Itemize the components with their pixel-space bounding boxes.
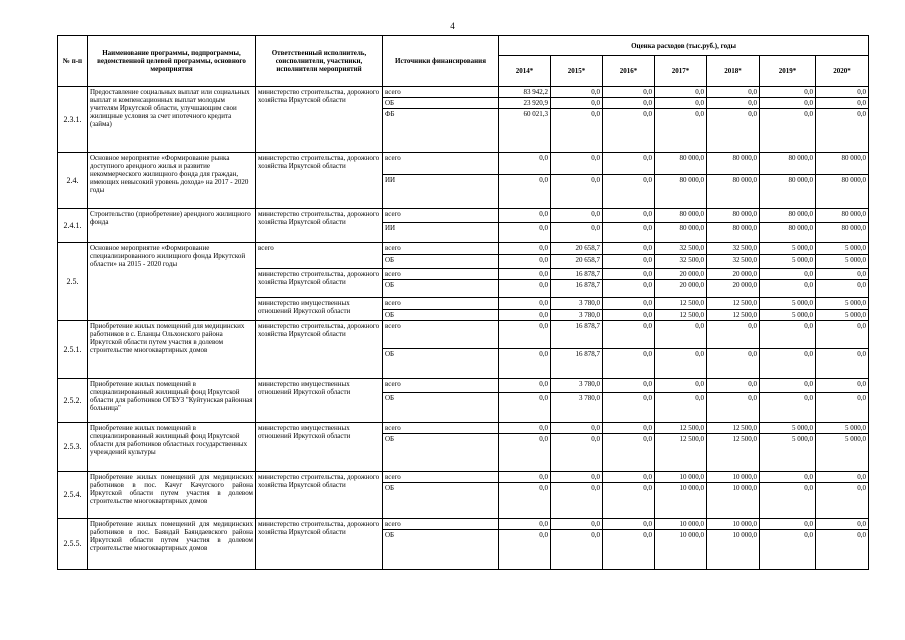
row-number: 2.5.2. [58,379,88,423]
amount-cell: 20 000,0 [655,269,707,280]
amount-cell: 60 021,3 [499,109,551,153]
amount-cell: 10 000,0 [707,519,760,530]
amount-cell: 3 780,0 [551,298,603,310]
amount-cell: 0,0 [707,321,760,349]
amount-cell: 0,0 [816,269,869,280]
amount-cell: 0,0 [760,379,816,393]
program-name: Основное мероприятие «Формирование рынка доступного арендного жилья и развитие некоммерческого жилищного фонда для граждан, имеющих невысокий уровень дохода» на 2017 - 2020 годы [88,153,256,209]
amount-cell: 0,0 [499,379,551,393]
amount-cell: 20 000,0 [707,280,760,298]
header-year: 2017* [655,56,707,87]
amount-cell: 0,0 [551,209,603,223]
funding-source: ИИ [383,223,499,243]
amount-cell: 0,0 [603,243,655,255]
executor-cell: министерство строительства, дорожного хозяйства Иркутской области [256,472,383,519]
amount-cell: 0,0 [499,321,551,349]
amount-cell: 0,0 [499,519,551,530]
amount-cell: 0,0 [603,519,655,530]
funding-source: всего [383,472,499,483]
amount-cell: 0,0 [499,223,551,243]
amount-cell: 32 500,0 [655,255,707,269]
executor-cell: министерство строительства, дорожного хозяйства Иркутской области [256,519,383,570]
funding-source: всего [383,379,499,393]
program-name: Основное мероприятие «Формирование специализированного жилищного фонда Иркутской области» на 2015 - 2020 годы [88,243,256,321]
amount-cell: 16 878,7 [551,280,603,298]
funding-source: всего [383,209,499,223]
amount-cell: 5 000,0 [760,255,816,269]
amount-cell: 0,0 [551,423,603,434]
funding-source: ОБ [383,393,499,423]
table-row [58,472,869,483]
executor-cell: министерство строительства, дорожного хозяйства Иркутской области [256,321,383,379]
funding-source: ОБ [383,349,499,379]
amount-cell: 0,0 [551,434,603,472]
amount-cell: 0,0 [603,298,655,310]
amount-cell: 80 000,0 [760,175,816,209]
amount-cell: 10 000,0 [707,483,760,519]
amount-cell: 5 000,0 [760,243,816,255]
amount-cell: 0,0 [551,98,603,109]
amount-cell: 0,0 [655,393,707,423]
amount-cell: 0,0 [816,349,869,379]
amount-cell: 20 000,0 [655,280,707,298]
amount-cell: 0,0 [603,255,655,269]
amount-cell: 0,0 [707,87,760,98]
amount-cell: 0,0 [760,483,816,519]
amount-cell: 0,0 [760,321,816,349]
amount-cell: 0,0 [551,530,603,570]
amount-cell: 0,0 [816,321,869,349]
funding-source: всего [383,87,499,98]
amount-cell: 20 658,7 [551,243,603,255]
amount-cell: 0,0 [603,472,655,483]
header-source: Источники финансирования [383,36,499,87]
amount-cell: 0,0 [655,321,707,349]
row-number: 2.5.4. [58,472,88,519]
amount-cell: 0,0 [603,379,655,393]
amount-cell: 0,0 [551,87,603,98]
amount-cell: 16 878,7 [551,349,603,379]
amount-cell: 10 000,0 [707,472,760,483]
amount-cell: 16 878,7 [551,269,603,280]
amount-cell: 0,0 [816,483,869,519]
amount-cell: 0,0 [603,280,655,298]
amount-cell: 80 000,0 [655,223,707,243]
amount-cell: 0,0 [603,269,655,280]
header-year: 2015* [551,56,603,87]
amount-cell: 0,0 [707,349,760,379]
amount-cell: 0,0 [551,175,603,209]
funding-source: ОБ [383,310,499,321]
row-number: 2.5.3. [58,423,88,472]
amount-cell: 5 000,0 [816,243,869,255]
amount-cell: 0,0 [603,175,655,209]
row-number: 2.5. [58,243,88,321]
funding-source: всего [383,321,499,349]
amount-cell: 10 000,0 [655,472,707,483]
amount-cell: 80 000,0 [655,175,707,209]
amount-cell: 10 000,0 [707,530,760,570]
amount-cell: 12 500,0 [655,434,707,472]
amount-cell: 0,0 [499,298,551,310]
table-row [58,423,869,434]
amount-cell: 80 000,0 [816,223,869,243]
amount-cell: 0,0 [707,379,760,393]
amount-cell: 0,0 [551,483,603,519]
amount-cell: 20 000,0 [707,269,760,280]
amount-cell: 80 000,0 [707,209,760,223]
amount-cell: 12 500,0 [707,434,760,472]
amount-cell: 0,0 [707,393,760,423]
amount-cell: 0,0 [760,98,816,109]
amount-cell: 0,0 [816,280,869,298]
amount-cell: 0,0 [499,269,551,280]
table-row [58,321,869,349]
amount-cell: 0,0 [499,175,551,209]
executor-cell: министерство имущественных отношений Иркутской области [256,379,383,423]
amount-cell: 80 000,0 [816,153,869,175]
amount-cell: 0,0 [603,434,655,472]
amount-cell: 0,0 [499,423,551,434]
amount-cell: 5 000,0 [816,298,869,310]
amount-cell: 23 920,9 [499,98,551,109]
amount-cell: 80 000,0 [760,223,816,243]
amount-cell: 3 780,0 [551,310,603,321]
program-name: Приобретение жилых помещений для медицинских работников в пос. Баяндай Баяндаевского района Иркутской области путем участия в долевом строительстве многоквартирных домов [88,519,256,570]
table-row [58,153,869,175]
amount-cell: 0,0 [816,379,869,393]
amount-cell: 32 500,0 [707,243,760,255]
amount-cell: 0,0 [551,223,603,243]
amount-cell: 3 780,0 [551,393,603,423]
amount-cell: 0,0 [603,209,655,223]
amount-cell: 0,0 [816,393,869,423]
amount-cell: 12 500,0 [707,423,760,434]
amount-cell: 0,0 [760,472,816,483]
executor-cell: министерство строительства, дорожного хозяйства Иркутской области [256,87,383,153]
program-name: Приобретение жилых помещений в специализированный жилищный фонд Иркутской области для работников областных государственных учреждений культуры [88,423,256,472]
funding-source: ИИ [383,175,499,209]
amount-cell: 0,0 [816,109,869,153]
funding-source: всего [383,243,499,255]
amount-cell: 0,0 [816,87,869,98]
amount-cell: 0,0 [551,519,603,530]
header-year: 2019* [760,56,816,87]
program-name: Приобретение жилых помещений для медицинских работников в с. Еланцы Ольхонского района Иркутской области путем участия в долевом строительстве многоквартирных домов [88,321,256,379]
header-estimate: Оценка расходов (тыс.руб.), годы [499,36,869,56]
amount-cell: 0,0 [707,109,760,153]
table-row [58,519,869,530]
funding-source: всего [383,519,499,530]
amount-cell: 3 780,0 [551,379,603,393]
amount-cell: 0,0 [603,223,655,243]
amount-cell: 0,0 [603,483,655,519]
amount-cell: 0,0 [603,321,655,349]
row-number: 2.4. [58,153,88,209]
amount-cell: 0,0 [816,519,869,530]
amount-cell: 0,0 [603,87,655,98]
amount-cell: 0,0 [760,519,816,530]
amount-cell: 0,0 [655,379,707,393]
amount-cell: 12 500,0 [707,310,760,321]
amount-cell: 0,0 [499,153,551,175]
program-name: Приобретение жилых помещений в специализированный жилищный фонд Иркутской области для работников ОГБУЗ "Куйтунская районная больница" [88,379,256,423]
amount-cell: 5 000,0 [816,255,869,269]
amount-cell: 10 000,0 [655,483,707,519]
amount-cell: 0,0 [603,393,655,423]
amount-cell: 80 000,0 [707,223,760,243]
amount-cell: 0,0 [655,349,707,379]
amount-cell: 0,0 [499,280,551,298]
amount-cell: 0,0 [499,349,551,379]
executor-cell: министерство строительства, дорожного хозяйства Иркутской области [256,269,383,298]
executor-cell: всего [256,243,383,269]
executor-cell: министерство строительства, дорожного хозяйства Иркутской области [256,209,383,243]
executor-cell: министерство имущественных отношений Иркутской области [256,298,383,321]
amount-cell: 0,0 [603,153,655,175]
amount-cell: 80 000,0 [655,209,707,223]
amount-cell: 0,0 [603,423,655,434]
amount-cell: 5 000,0 [816,423,869,434]
row-number: 2.3.1. [58,87,88,153]
amount-cell: 0,0 [499,209,551,223]
amount-cell: 0,0 [603,98,655,109]
amount-cell: 0,0 [760,87,816,98]
amount-cell: 0,0 [760,393,816,423]
amount-cell: 12 500,0 [707,298,760,310]
amount-cell: 12 500,0 [655,423,707,434]
program-name: Предоставление социальных выплат или социальных выплат и компенсационных выплат молодым учителям Иркутской области, улучшающим свои жилищные условия за счет ипотечного кредита (займа) [88,87,256,153]
amount-cell: 12 500,0 [655,298,707,310]
amount-cell: 0,0 [499,530,551,570]
header-num: № п-п [58,36,88,87]
amount-cell: 0,0 [499,483,551,519]
amount-cell: 0,0 [499,472,551,483]
amount-cell: 0,0 [816,472,869,483]
funding-source: ОБ [383,434,499,472]
header-year: 2016* [603,56,655,87]
amount-cell: 80 000,0 [816,209,869,223]
amount-cell: 80 000,0 [707,175,760,209]
amount-cell: 32 500,0 [707,255,760,269]
funding-source: ОБ [383,255,499,269]
amount-cell: 0,0 [603,349,655,379]
amount-cell: 0,0 [603,109,655,153]
table-row [58,209,869,223]
amount-cell: 0,0 [551,472,603,483]
executor-cell: министерство строительства, дорожного хозяйства Иркутской области [256,153,383,209]
amount-cell: 0,0 [760,280,816,298]
funding-source: всего [383,269,499,280]
page-number: 4 [450,21,455,31]
funding-source: всего [383,423,499,434]
amount-cell: 0,0 [499,310,551,321]
executor-cell: министерство имущественных отношений Иркутской области [256,423,383,472]
amount-cell: 80 000,0 [816,175,869,209]
amount-cell: 12 500,0 [655,310,707,321]
funding-source: ОБ [383,280,499,298]
amount-cell: 0,0 [760,530,816,570]
header-name: Наименование программы, подпрограммы, ведомственной целевой программы, основного мероприятия [88,36,256,87]
amount-cell: 0,0 [499,393,551,423]
amount-cell: 16 878,7 [551,321,603,349]
row-number: 2.5.1. [58,321,88,379]
funding-source: всего [383,298,499,310]
funding-source: ОБ [383,483,499,519]
row-number: 2.4.1. [58,209,88,243]
amount-cell: 10 000,0 [655,519,707,530]
program-name: Строительство (приобретение) арендного жилищного фонда [88,209,256,243]
amount-cell: 5 000,0 [816,310,869,321]
header-year: 2018* [707,56,760,87]
amount-cell: 5 000,0 [760,310,816,321]
amount-cell: 0,0 [760,109,816,153]
amount-cell: 0,0 [499,434,551,472]
amount-cell: 0,0 [655,98,707,109]
header-year: 2014* [499,56,551,87]
amount-cell: 20 658,7 [551,255,603,269]
amount-cell: 5 000,0 [760,434,816,472]
amount-cell: 0,0 [551,153,603,175]
amount-cell: 0,0 [707,98,760,109]
amount-cell: 10 000,0 [655,530,707,570]
funding-source: всего [383,153,499,175]
funding-source: ФБ [383,109,499,153]
amount-cell: 0,0 [760,349,816,379]
amount-cell: 0,0 [603,310,655,321]
header-year: 2020* [816,56,869,87]
amount-cell: 0,0 [499,255,551,269]
amount-cell: 83 942,2 [499,87,551,98]
amount-cell: 0,0 [655,87,707,98]
table-row [58,87,869,98]
amount-cell: 0,0 [816,98,869,109]
amount-cell: 32 500,0 [655,243,707,255]
amount-cell: 0,0 [551,109,603,153]
amount-cell: 80 000,0 [760,209,816,223]
header-executor: Ответственный исполнитель, соисполнители, участники, исполнители мероприятий [256,36,383,87]
row-number: 2.5.5. [58,519,88,570]
table-row [58,243,869,255]
amount-cell: 0,0 [499,243,551,255]
amount-cell: 5 000,0 [760,298,816,310]
table-row [58,379,869,393]
budget-table [57,35,869,570]
amount-cell: 80 000,0 [760,153,816,175]
amount-cell: 0,0 [816,530,869,570]
funding-source: ОБ [383,98,499,109]
amount-cell: 0,0 [603,530,655,570]
funding-source: ОБ [383,530,499,570]
amount-cell: 80 000,0 [707,153,760,175]
amount-cell: 0,0 [655,109,707,153]
amount-cell: 5 000,0 [760,423,816,434]
amount-cell: 5 000,0 [816,434,869,472]
amount-cell: 80 000,0 [655,153,707,175]
amount-cell: 0,0 [760,269,816,280]
program-name: Приобретение жилых помещений для медицинских работников в пос. Качуг Качугского района Иркутской области путем участия в долевом строительстве многоквартирных домов [88,472,256,519]
